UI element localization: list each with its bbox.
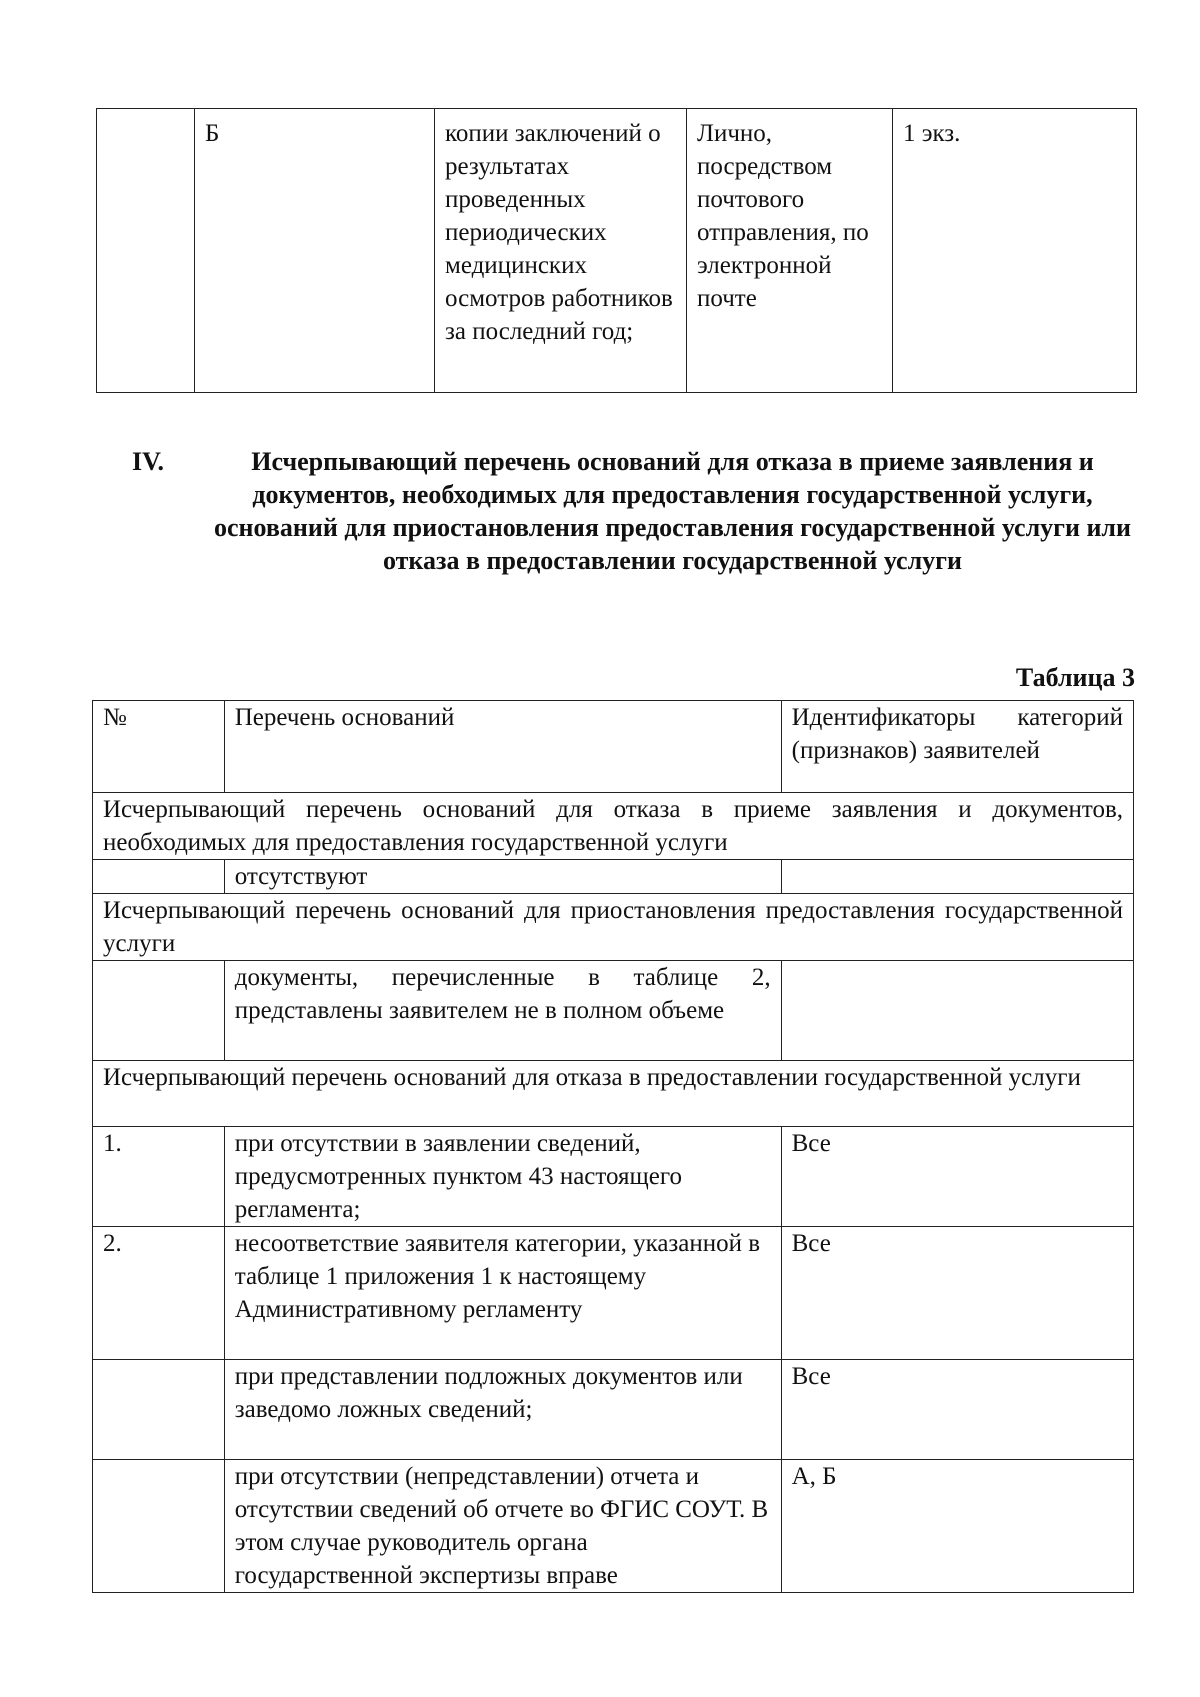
row-num: 2. — [93, 1227, 225, 1360]
table-row — [93, 1227, 1134, 1360]
section-heading — [110, 445, 1140, 577]
group2-row-text: документы, перечисленные в таблице 2, представлены заявителем не в полном объеме — [224, 961, 781, 1061]
table-row — [93, 1460, 1134, 1593]
section-title: Исчерпывающий перечень оснований для отказа в приеме заявления и документов, необходимых для предоставления государственной услуги, оснований для приостановления предоставления государственной услуги или отказа в предоставлении государственной услуги — [214, 447, 1131, 575]
table-row — [97, 109, 1137, 393]
header-ids: Идентификаторы категорий (признаков) заявителей — [781, 701, 1133, 793]
group1-title: Исчерпывающий перечень оснований для отказа в приеме заявления и документов, необходимых для предоставления государственной услуги — [93, 793, 1134, 860]
row-ids: А, Б — [781, 1460, 1133, 1593]
row-num — [93, 1360, 225, 1460]
group2-title: Исчерпывающий перечень оснований для приостановления предоставления государственной услуги — [93, 894, 1134, 961]
group-title-row — [93, 1061, 1134, 1127]
group-title-row — [93, 793, 1134, 860]
table-cell-empty — [93, 860, 225, 894]
table-cell-method: Лично, посредством почтового отправления, по электронной почте — [687, 109, 893, 393]
table-cell-empty — [781, 860, 1133, 894]
row-text: при представлении подложных документов или заведомо ложных сведений; — [224, 1360, 781, 1460]
table-caption: Таблица 3 — [1015, 663, 1135, 692]
grounds-table — [92, 700, 1134, 1593]
section-number: IV. — [132, 447, 165, 476]
row-num: 1. — [93, 1127, 225, 1227]
header-num: № — [93, 701, 225, 793]
row-ids: Все — [781, 1227, 1133, 1360]
group3-title: Исчерпывающий перечень оснований для отказа в предоставлении государственной услуги — [93, 1061, 1134, 1127]
row-text: при отсутствии (непредставлении) отчета и отсутствии сведений об отчете во ФГИС СОУТ. В этом случае руководитель органа государственной экспертизы вправе — [224, 1460, 781, 1593]
table-cell-category: Б — [195, 109, 435, 393]
table-row — [93, 1127, 1134, 1227]
row-ids: Все — [781, 1127, 1133, 1227]
table-cell-document: копии заключений о результатах проведенных периодических медицинских осмотров работников за последний год; — [435, 109, 687, 393]
table-cell-empty — [781, 961, 1133, 1061]
table-cell-empty — [97, 109, 195, 393]
documents-table-continuation — [96, 108, 1137, 393]
row-text: при отсутствии в заявлении сведений, предусмотренных пунктом 43 настоящего регламента; — [224, 1127, 781, 1227]
row-text: несоответствие заявителя категории, указанной в таблице 1 приложения 1 к настоящему Административному регламенту — [224, 1227, 781, 1360]
table-row — [93, 1360, 1134, 1460]
header-list: Перечень оснований — [224, 701, 781, 793]
group-title-row — [93, 894, 1134, 961]
group1-row-text: отсутствуют — [224, 860, 781, 894]
table-cell-count: 1 экз. — [893, 109, 1137, 393]
row-ids: Все — [781, 1360, 1133, 1460]
table-row — [93, 961, 1134, 1061]
table-header-row — [93, 701, 1134, 793]
table-row — [93, 860, 1134, 894]
table-cell-empty — [93, 961, 225, 1061]
row-num — [93, 1460, 225, 1593]
